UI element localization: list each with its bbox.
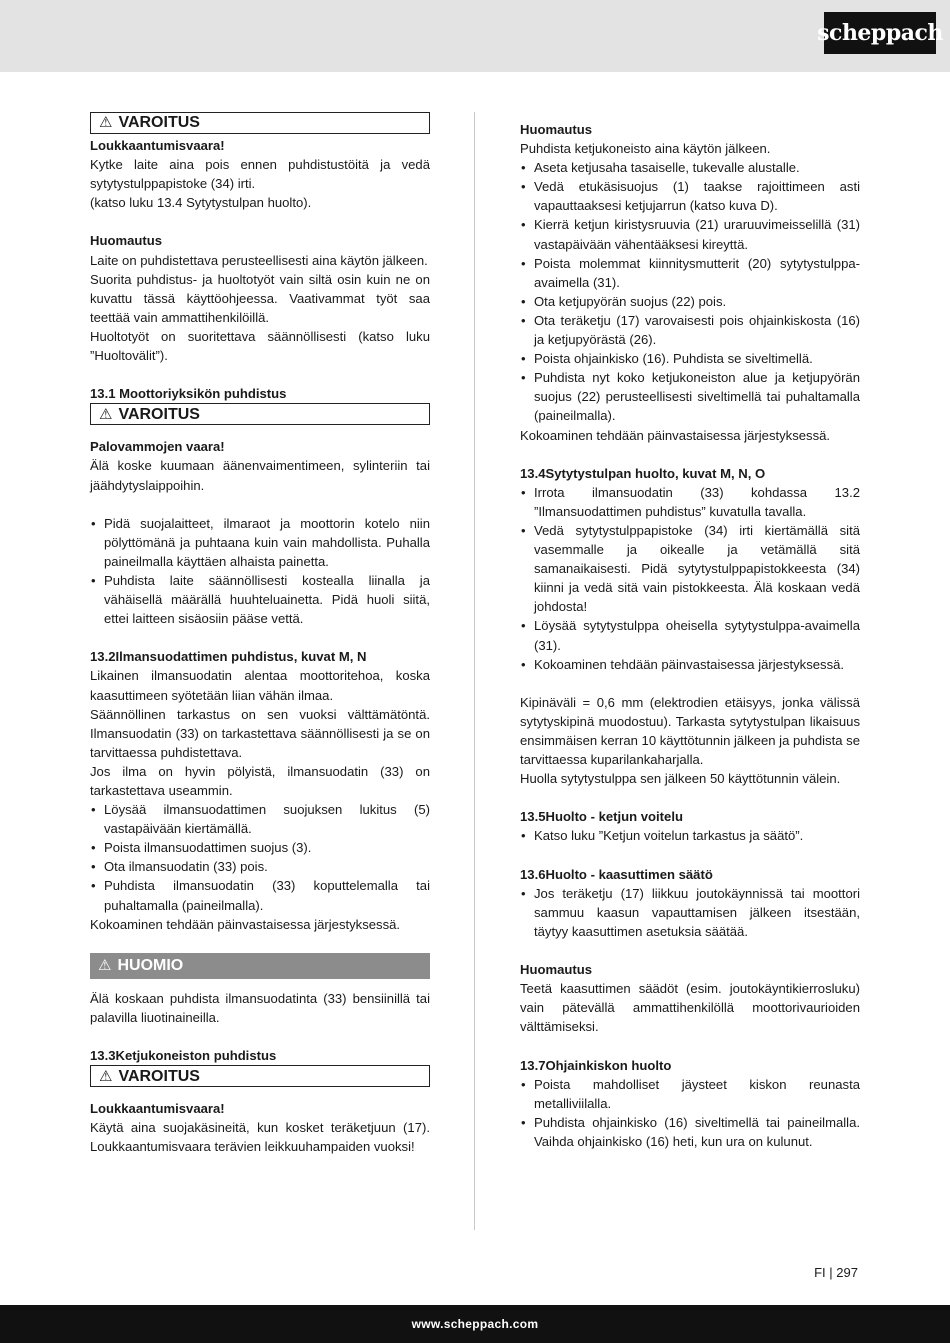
note-heading: Huomautus <box>90 233 163 249</box>
list-item: • Kokoaminen tehdään päinvastaisessa järjestyksessä. <box>520 655 860 674</box>
list-item: • Puhdista nyt koko ketjukoneiston alue ja ketjupyörän suojus (22) perusteellisesti siveltimellä tai puhaltamalla (paineilmalla). <box>520 368 860 425</box>
warning-text: Kytke laite aina pois ennen puhdistustöitä ja vedä sytytystulppapistoke (34) irti. <box>90 157 430 192</box>
warning-box <box>90 112 430 134</box>
page-language: FI <box>814 1265 826 1280</box>
right-column <box>520 112 860 1151</box>
list-item: • Ota ketjupyörän suojus (22) pois. <box>520 292 860 311</box>
list-item: • Kierrä ketjun kiristysruuvia (21) uraruuvimeisselillä (31) vastapäivään vähentääksesi kireyttä. <box>520 215 860 253</box>
warning-heading: Palovammojen vaara! <box>90 439 225 455</box>
website-link[interactable]: www.scheppach.com <box>411 1317 539 1331</box>
header-bar <box>0 0 950 72</box>
warning-reference: (katso luku 13.4 Sytytystulpan huolto). <box>90 195 312 211</box>
paragraph: Kokoaminen tehdään päinvastaisessa järjestyksessä. <box>520 427 831 443</box>
paragraph: Likainen ilmansuodatin alentaa moottoritehoa, koska kaasuttimeen syötetään liian vähän ilmaa. <box>90 668 430 703</box>
warning-triangle-icon: ⚠ <box>99 114 113 132</box>
warning-text: Älä koske kuumaan äänenvaimentimeen, sylinteriin tai jäähdytyslaippoihin. <box>90 458 430 493</box>
page-separator: | <box>829 1265 833 1280</box>
list-item: • Aseta ketjusaha tasaiselle, tukevalle alustalle. <box>520 158 860 177</box>
warning-heading: Loukkaantumisvaara! <box>90 1101 225 1117</box>
warning-title: VAROITUS <box>118 1067 200 1085</box>
list-item: • Löysää sytytystulppa oheisella sytytystulppa-avaimella (31). <box>520 616 860 654</box>
list-item: • Pidä suojalaitteet, ilmaraot ja moottorin kotelo niin pölyttömänä ja puhtaana kuin vain mahdollista. Puhalla paineilmalla käyttäen alhaista painetta. <box>90 514 430 571</box>
list-item: • Puhdista ohjainkisko (16) siveltimellä tai paineilmalla. Vaihda ohjainkisko (16) heti, kun ura on kulunut. <box>520 1113 860 1151</box>
bullet-list <box>90 514 430 629</box>
page-number-value: 297 <box>836 1265 858 1280</box>
warning-heading: Loukkaantumisvaara! <box>90 138 225 153</box>
list-item: • Puhdista ilmansuodatin (33) koputtelemalla tai puhaltamalla (paineilmalla). <box>90 876 430 914</box>
bullet-list <box>520 158 860 425</box>
warning-box <box>90 1065 430 1087</box>
warning-triangle-icon: ⚠ <box>98 957 112 975</box>
section-heading-13-6: 13.6Huolto - kaasuttimen säätö <box>520 866 713 882</box>
list-item: • Löysää ilmansuodattimen suojuksen lukitus (5) vastapäivään kiertämällä. <box>90 800 430 838</box>
brand-logo: scheppach <box>824 12 936 54</box>
notice-title: HUOMIO <box>117 957 184 975</box>
bullet-list <box>520 884 860 941</box>
bullet-list <box>90 800 430 915</box>
paragraph: Kokoaminen tehdään päinvastaisessa järjestyksessä. <box>90 916 401 932</box>
list-item: • Poista ohjainkisko (16). Puhdista se siveltimellä. <box>520 349 860 368</box>
left-column <box>90 112 430 1157</box>
page-number <box>814 1265 858 1280</box>
footer-bar <box>0 1305 950 1343</box>
list-item: • Poista mahdolliset jäysteet kiskon reunasta metalliviilalla. <box>520 1075 860 1113</box>
paragraph: Säännöllinen tarkastus on sen vuoksi välttämätöntä. Ilmansuodatin (33) on tarkastettava säännöllisesti ja se on tarvittaessa puhdistettava. <box>90 706 430 760</box>
notice-box <box>90 953 430 979</box>
column-divider <box>474 112 475 1230</box>
section-heading-13-5: 13.5Huolto - ketjun voitelu <box>520 809 683 825</box>
list-item: • Vedä etukäsisuojus (1) taakse rajoittimeen asti vapauttaaksesi ketjujarrun (katso kuva D). <box>520 177 860 215</box>
note-text: Teetä kaasuttimen säädöt (esim. joutokäyntikierrosluku) vain pätevällä ammattihenkilöllä moottorivaurioiden välttämiseksi. <box>520 981 860 1035</box>
paragraph: Kipinäväli = 0,6 mm (elektrodien etäisyys, jonka välissä sytytyskipinä muodostuu). Tarkasta sytytystulpan likaisuus ensimmäisen kerran 10 käyttötunnin jälkeen ja puhdista se tarvittaessa kuparilankaharjalla. <box>520 694 860 768</box>
list-item: • Irrota ilmansuodatin (33) kohdassa 13.2 ”Ilmansuodattimen puhdistus” kuvatulla tavalla. <box>520 483 860 521</box>
note-paragraph: Huoltotyöt on suoritettava säännöllisesti (katso luku ”Huoltovälit”). <box>90 328 430 364</box>
note-heading: Huomautus <box>520 122 593 137</box>
list-item: • Ota teräketju (17) varovaisesti pois ohjainkiskosta (16) ja ketjupyörästä (26). <box>520 311 860 349</box>
note-paragraph: Laite on puhdistettava perusteellisesti aina käytön jälkeen. <box>90 252 428 268</box>
section-heading-13-7: 13.7Ohjainkiskon huolto <box>520 1057 672 1073</box>
paragraph: Jos ilma on hyvin pölyistä, ilmansuodatin (33) on tarkastettava useammin. <box>90 763 430 798</box>
list-item: • Katso luku ”Ketjun voitelun tarkastus ja säätö”. <box>520 826 860 845</box>
section-heading-13-4: 13.4Sytytystulpan huolto, kuvat M, N, O <box>520 465 766 481</box>
list-item: • Ota ilmansuodatin (33) pois. <box>90 857 430 876</box>
section-heading-13-2: 13.2Ilmansuodattimen puhdistus, kuvat M, N <box>90 649 367 665</box>
warning-title: VAROITUS <box>118 114 200 132</box>
list-item: • Jos teräketju (17) liikkuu joutokäynnissä tai moottori sammuu kaasun vapauttamisen jälkeen itsestään, täytyy kaasuttimen asetuksia säätää. <box>520 884 860 941</box>
warning-box <box>90 403 430 425</box>
section-heading-13-1: 13.1 Moottoriyksikön puhdistus <box>90 386 287 402</box>
warning-triangle-icon: ⚠ <box>99 405 113 423</box>
paragraph: Huolla sytytystulppa sen jälkeen 50 käyttötunnin välein. <box>520 771 841 787</box>
notice-text: Älä koskaan puhdista ilmansuodatinta (33) bensiinillä tai palavilla liuotinaineilla. <box>90 990 430 1025</box>
note-heading: Huomautus <box>520 962 593 978</box>
section-heading-13-3: 13.3Ketjukoneiston puhdistus <box>90 1048 277 1064</box>
warning-triangle-icon: ⚠ <box>99 1067 113 1085</box>
list-item: • Vedä sytytystulppapistoke (34) irti kiertämällä sitä vasemmalle ja oikealle ja vetämällä sitä samanaikaisesti. Pidä sytytystulppapistokkeesta (34) kiinni ja vedä sitä vain pistokkeesta. Älä koskaan vedä johdosta! <box>520 521 860 616</box>
note-text: Puhdista ketjukoneisto aina käytön jälkeen. <box>520 141 771 157</box>
list-item: • Puhdista laite säännöllisesti kostealla liinalla ja vähäisellä määrällä huuhteluainetta. Pidä huoli siitä, ettei laitteen sisäosiin pääse vettä. <box>90 571 430 628</box>
bullet-list <box>520 1075 860 1151</box>
bullet-list <box>520 826 860 845</box>
warning-title: VAROITUS <box>118 405 200 423</box>
bullet-list <box>520 483 860 674</box>
warning-text: Käytä aina suojakäsineitä, kun kosket teräketjuun (17). Loukkaantumisvaara terävien leikkuuhampaiden vuoksi! <box>90 1120 430 1155</box>
note-paragraph: Suorita puhdistus- ja huoltotyöt vain siltä osin kuin ne on kuvattu tässä käyttöohjeessa. Vaativammat työt saa teettää vain ammattihenkilöillä. <box>90 271 430 325</box>
list-item: • Poista ilmansuodattimen suojus (3). <box>90 838 430 857</box>
list-item: • Poista molemmat kiinnitysmutterit (20) sytytystulppa-avaimella (31). <box>520 254 860 292</box>
